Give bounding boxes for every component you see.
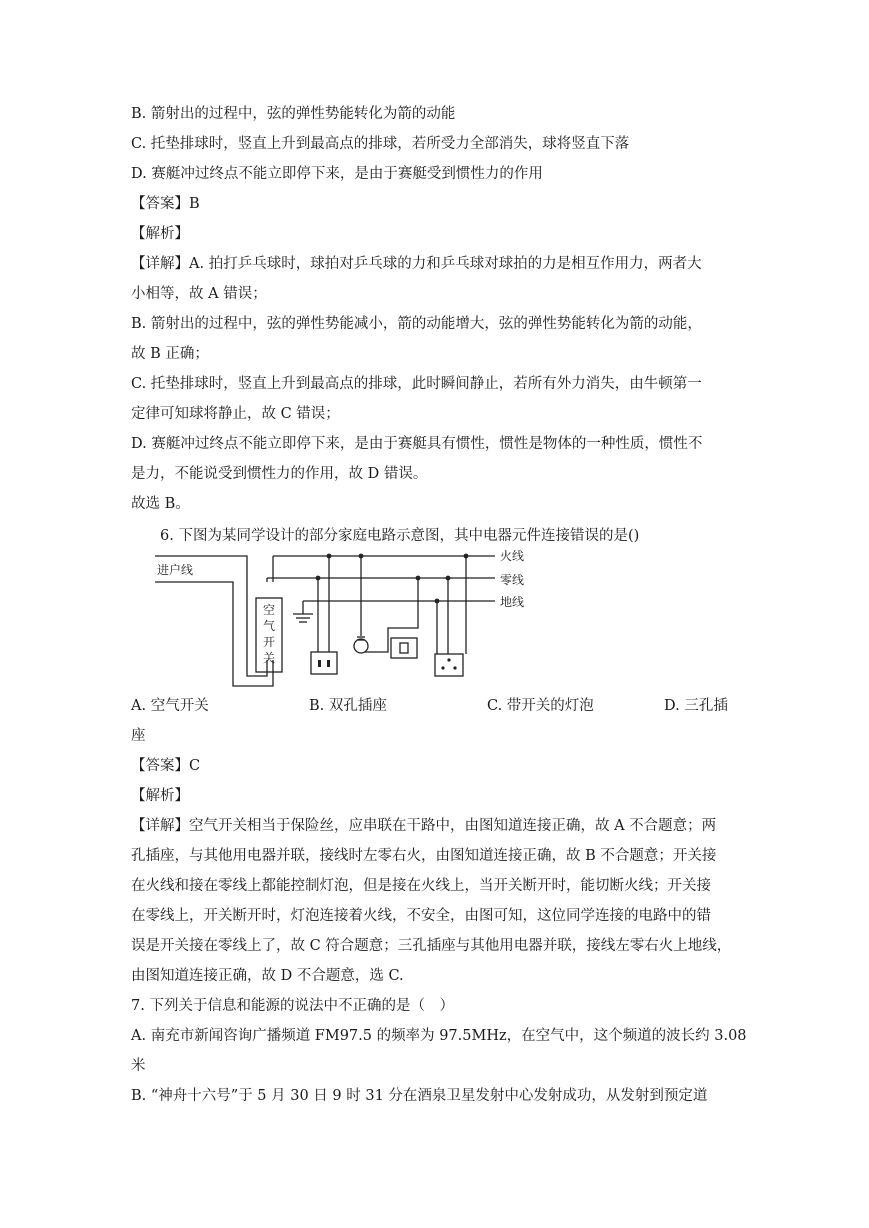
text-line: B. 箭射出的过程中，弦的弹性势能减小，箭的动能增大，弦的弹性势能转化为箭的动能， bbox=[131, 316, 702, 332]
option-a: A. 空气开关 bbox=[131, 698, 209, 714]
text-line: 故选 B。 bbox=[131, 496, 190, 512]
text-line: 孔插座，与其他用电器并联，接线时左零右火，由图知道连接正确，故 B 不合题意；开关接 bbox=[131, 848, 717, 864]
option-c: C. 带开关的灯泡 bbox=[487, 698, 594, 714]
answer-label: 【答案】C bbox=[131, 758, 201, 774]
text-line: C. 托垫排球时，竖直上升到最高点的排球，若所受力全部消失，球将竖直下落 bbox=[131, 136, 630, 152]
text-line: 故 B 正确； bbox=[131, 346, 209, 362]
breaker-label-char: 开 bbox=[263, 635, 276, 649]
text-line: D. 赛艇冲过终点不能立即停下来，是由于赛艇具有惯性，惯性是物体的一种性质，惯性不 bbox=[131, 436, 703, 452]
question-6: 6. 下图为某同学设计的部分家庭电路示意图，其中电器元件连接错误的是() bbox=[160, 528, 640, 544]
analysis-label: 【解析】 bbox=[131, 226, 189, 242]
text-line: 【详解】空气开关相当于保险丝，应串联在干路中，由图知道连接正确，故 A 不合题意；两 bbox=[131, 818, 717, 834]
text-line: 是力，不能说受到惯性力的作用，故 D 错误。 bbox=[131, 466, 428, 482]
text-line: 米 bbox=[131, 1058, 146, 1074]
text-line: 由图知道连接正确，故 D 不合题意，选 C. bbox=[131, 968, 404, 984]
option-b: B. 双孔插座 bbox=[309, 698, 387, 714]
text-line: B. “神舟十六号”于 5 月 30 日 9 时 31 分在酒泉卫星发射中心发射成功，从发射到预定道 bbox=[131, 1088, 708, 1104]
text-line: 在火线和接在零线上都能控制灯泡，但是接在火线上，当开关断开时，能切断火线；开关接 bbox=[131, 878, 711, 894]
text-line: 误是开关接在零线上了，故 C 符合题意；三孔插座与其他用电器并联，接线左零右火上地线， bbox=[131, 938, 732, 954]
breaker-label-char: 气 bbox=[263, 619, 276, 633]
live-wire-label: 火线 bbox=[500, 549, 525, 563]
text-line: D. 赛艇冲过终点不能立即停下来，是由于赛艇受到惯性力的作用 bbox=[131, 166, 543, 182]
text-line: C. 托垫排球时，竖直上升到最高点的排球，此时瞬间静止，若所有外力消失，由牛顿第一 bbox=[131, 376, 702, 392]
text-line: A. 南充市新闻咨询广播频道 FM97.5 的频率为 97.5MHz，在空气中，这个频道的波长约 3.08 bbox=[131, 1028, 747, 1044]
text-line: 在零线上，开关断开时，灯泡连接着火线，不安全，由图可知，这位同学连接的电路中的错 bbox=[131, 908, 711, 924]
breaker-label-char: 空 bbox=[263, 603, 276, 617]
incoming-line-label: 进户线 bbox=[157, 563, 194, 577]
neutral-wire-label: 零线 bbox=[500, 573, 525, 587]
option-d: D. 三孔插 bbox=[664, 698, 728, 714]
text-line: 【详解】A. 拍打乒乓球时，球拍对乒乓球的力和乒乓球对球拍的力是相互作用力，两者大 bbox=[131, 256, 702, 272]
analysis-label: 【解析】 bbox=[131, 788, 189, 804]
ground-wire-label: 地线 bbox=[500, 595, 525, 609]
text-line: B. 箭射出的过程中，弦的弹性势能转化为箭的动能 bbox=[131, 106, 456, 122]
text-line: 小相等，故 A 错误； bbox=[131, 286, 267, 302]
answer-label: 【答案】B bbox=[131, 196, 200, 212]
breaker-label-char: 关 bbox=[263, 651, 276, 665]
text-line: 定律可知球将静止，故 C 错误； bbox=[131, 406, 340, 422]
circuit-diagram bbox=[155, 548, 535, 690]
option-d-continuation: 座 bbox=[131, 728, 146, 744]
lamp-bulb bbox=[354, 637, 368, 653]
question-7: 7. 下列关于信息和能源的说法中不正确的是（ ） bbox=[131, 998, 454, 1014]
